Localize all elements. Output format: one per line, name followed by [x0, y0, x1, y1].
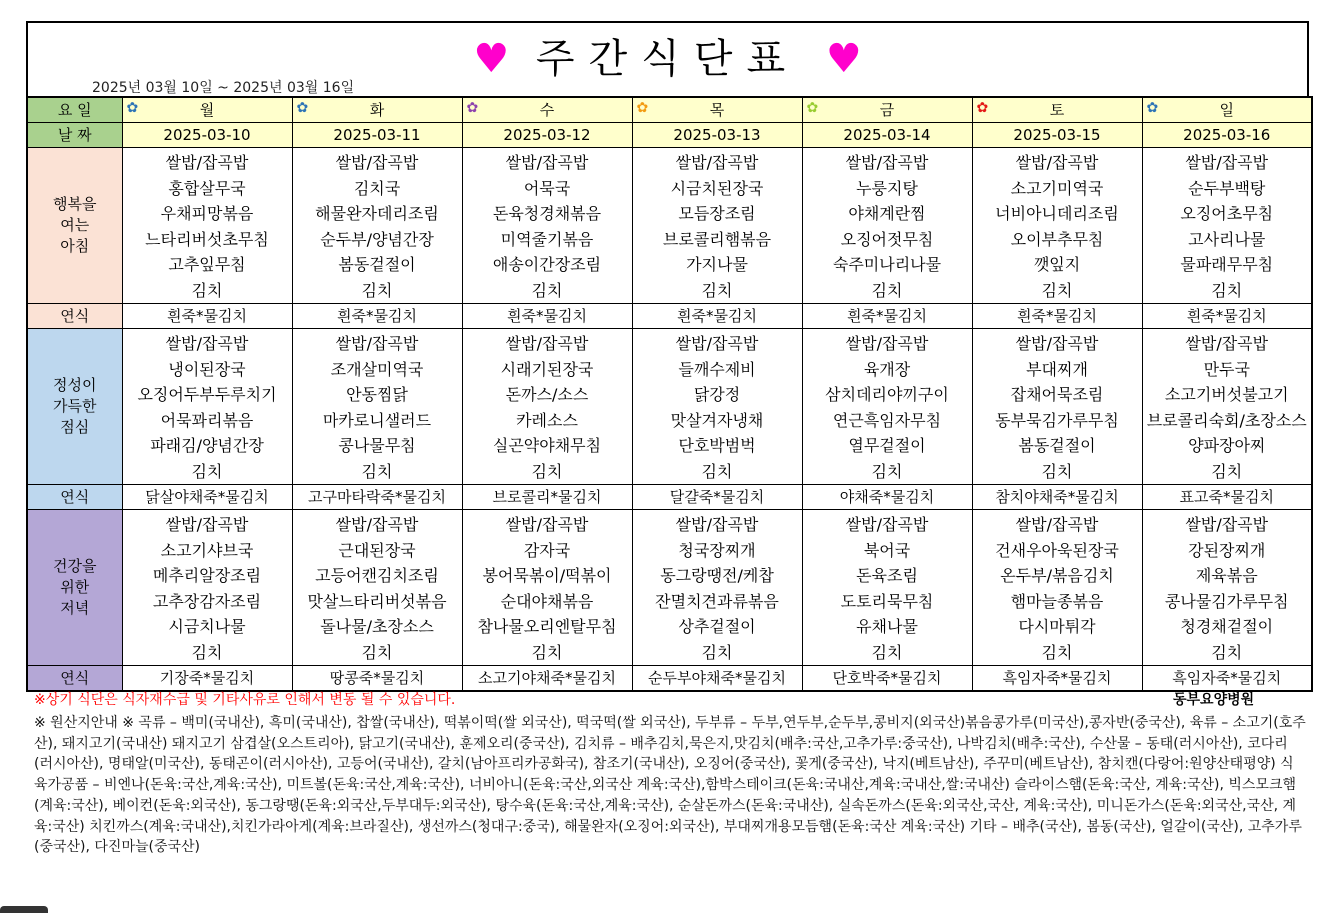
breakfast-menu-cell	[292, 148, 462, 304]
menu-item: 들깨수제비	[678, 359, 756, 379]
menu-item: 부대찌개	[1026, 359, 1088, 379]
dinner-menu-cell	[292, 510, 462, 666]
date-cell: 2025-03-16	[1142, 123, 1312, 148]
day-name: 월	[199, 101, 215, 119]
menu-item: 쌀밥/잡곡밥	[675, 515, 759, 534]
menu-item: 열무겉절이	[848, 436, 926, 455]
dinner-menu-cell	[122, 510, 292, 666]
date-cell: 2025-03-11	[292, 123, 462, 148]
menu-item: 쌀밥/잡곡밥	[1015, 153, 1099, 172]
menu-item: 청국장찌개	[678, 540, 756, 560]
breakfast_snack-row	[27, 304, 1312, 329]
menu-item: 김치	[701, 461, 733, 481]
dinner_snack-cell: 순두부야채죽*물김치	[632, 666, 802, 692]
lunch-label-line: 가득한	[53, 397, 97, 415]
menu-item: 오징어젓무침	[840, 229, 934, 249]
breakfast-label-line: 여는	[60, 216, 90, 234]
menu-item: 유채나물	[856, 617, 918, 636]
menu-item: 청경채겉절이	[1180, 617, 1274, 636]
lunch_snack-cell: 고구마타락죽*물김치	[292, 485, 462, 510]
day-name: 금	[879, 101, 895, 119]
menu-item: 마카로니샐러드	[322, 410, 432, 430]
dinner-label	[27, 510, 122, 666]
menu-item: 쌀밥/잡곡밥	[845, 334, 929, 353]
breakfast-label	[27, 148, 122, 304]
page-title	[28, 27, 1307, 84]
menu-item: 물파래무무침	[1180, 255, 1274, 274]
scroll-handle	[0, 906, 48, 913]
menu-item: 김치	[1211, 642, 1243, 662]
menu-item: 잔멸치견과류볶음	[655, 591, 779, 611]
breakfast_snack-cell: 흰죽*물김치	[972, 304, 1142, 329]
day-name-cell	[462, 97, 632, 123]
menu-item: 건새우아욱된장국	[995, 540, 1119, 560]
dinner_snack-row	[27, 666, 1312, 692]
menu-item: 양파장아찌	[1188, 436, 1266, 455]
menu-item: 김치	[871, 461, 903, 481]
dinner_snack-cell: 흑임자죽*물김치	[1142, 666, 1312, 692]
menu-item: 어묵국	[523, 178, 571, 198]
flower-icon: ✿	[1146, 100, 1159, 116]
menu-item: 제육볶음	[1195, 566, 1258, 585]
day-name-cell	[122, 97, 292, 123]
menu-item: 숙주미나리나물	[832, 255, 942, 274]
menu-item: 콩나물김가루무침	[1164, 591, 1289, 611]
menu-item: 메추리알장조림	[152, 566, 262, 585]
lunch_snack-cell: 브로콜리*물김치	[462, 485, 632, 510]
dinner-row	[27, 510, 1312, 666]
lunch-menu-cell	[122, 329, 292, 485]
menu-item: 오징어두부두루치기	[137, 385, 277, 404]
lunch_snack-cell: 달걀죽*물김치	[632, 485, 802, 510]
menu-item: 순대야채볶음	[500, 591, 594, 611]
day-name: 목	[709, 101, 725, 119]
menu-item: 연근흑임자무침	[832, 410, 942, 430]
menu-item: 김치	[1041, 280, 1073, 300]
lunch_snack-cell: 야채죽*물김치	[802, 485, 972, 510]
breakfast-menu-cell	[802, 148, 972, 304]
menu-item: 쌀밥/잡곡밥	[845, 153, 929, 172]
hospital-name: 동부요양병원	[1173, 692, 1255, 708]
title-box	[26, 21, 1309, 96]
day-name-cell	[292, 97, 462, 123]
notice-text: ※상기 식단은 식자재수급 및 기타사유로 인해서 변동 될 수 있습니다.	[34, 692, 456, 708]
flower-icon: ✿	[466, 100, 479, 116]
day-name: 토	[1049, 101, 1065, 119]
menu-item: 육개장	[863, 359, 911, 379]
date-cell: 2025-03-12	[462, 123, 632, 148]
menu-item: 맛살느타리버섯볶음	[307, 591, 447, 611]
dinner-label-line: 건강을	[53, 557, 97, 575]
menu-item: 느타리버섯초무침	[145, 229, 269, 249]
breakfast-menu-cell	[462, 148, 632, 304]
breakfast-label-line: 아침	[60, 237, 90, 255]
menu-item: 근대된장국	[338, 540, 416, 560]
lunch_snack-row	[27, 485, 1312, 510]
menu-item: 돈육조림	[856, 566, 918, 585]
dinner-menu-cell	[632, 510, 802, 666]
menu-item: 브로콜리숙회/초장소스	[1146, 410, 1307, 430]
menu-item: 쌀밥/잡곡밥	[675, 334, 759, 353]
day-name: 일	[1219, 101, 1234, 119]
lunch-menu-cell	[292, 329, 462, 485]
menu-item: 김치	[871, 280, 903, 300]
breakfast-menu-cell	[632, 148, 802, 304]
menu-item: 쌀밥/잡곡밥	[165, 153, 249, 172]
breakfast_snack-cell: 흰죽*물김치	[122, 304, 292, 329]
date-cell: 2025-03-14	[802, 123, 972, 148]
menu-item: 쌀밥/잡곡밥	[165, 334, 249, 353]
dinner_snack-cell: 흑임자죽*물김치	[972, 666, 1142, 692]
dinner_snack-cell: 기장죽*물김치	[122, 666, 292, 692]
dinner-menu-cell	[972, 510, 1142, 666]
menu-item: 쌀밥/잡곡밥	[165, 515, 249, 534]
lunch-label-line: 정성이	[53, 376, 97, 394]
breakfast_snack-cell: 흰죽*물김치	[632, 304, 802, 329]
menu-item: 김치	[531, 280, 563, 300]
day-name-cell	[972, 97, 1142, 123]
menu-item: 순두부/양념간장	[320, 229, 434, 249]
breakfast-row	[27, 148, 1312, 304]
lunch-menu-cell	[1142, 329, 1312, 485]
day-name-cell	[802, 97, 972, 123]
menu-item: 누룽지탕	[856, 178, 918, 198]
menu-item: 쌀밥/잡곡밥	[1185, 515, 1269, 534]
menu-item: 카레소스	[516, 410, 578, 430]
menu-item: 미역줄기볶음	[500, 229, 594, 249]
menu-item: 해물완자데리조림	[315, 204, 439, 223]
menu-item: 돈육청경채볶음	[492, 204, 602, 223]
dinner-menu-cell	[1142, 510, 1312, 666]
menu-item: 고추장감자조림	[152, 591, 262, 611]
menu-item: 냉이된장국	[168, 359, 246, 379]
dinner-menu-cell	[802, 510, 972, 666]
menu-item: 고추잎무침	[168, 255, 246, 274]
menu-item: 안동찜닭	[346, 385, 408, 404]
menu-item: 돈까스/소스	[505, 385, 589, 404]
menu-sheet	[26, 21, 1309, 692]
menu-item: 소고기버섯불고기	[1164, 385, 1289, 404]
menu-item: 김치	[701, 642, 733, 662]
menu-item: 쌀밥/잡곡밥	[1185, 153, 1269, 172]
menu-item: 김치	[361, 461, 393, 481]
lunch_snack-cell: 닭살야채죽*물김치	[122, 485, 292, 510]
date-range: 2025년 03월 10일 ~ 2025년 03월 16일	[92, 80, 355, 96]
menu-item: 너비아니데리조림	[995, 204, 1119, 223]
lunch-label	[27, 329, 122, 485]
menu-item: 감자국	[523, 540, 571, 560]
menu-item: 김치	[701, 280, 733, 300]
menu-item: 북어국	[863, 540, 911, 560]
menu-item: 햄마늘종볶음	[1010, 591, 1104, 611]
menu-item: 강된장찌개	[1188, 540, 1266, 560]
menu-item: 깻잎지	[1033, 255, 1081, 274]
date-label: 날 짜	[27, 123, 122, 148]
menu-item: 김치	[871, 642, 903, 662]
dinner-label-line: 위한	[60, 578, 90, 596]
dinner_snack-cell: 소고기야채죽*물김치	[462, 666, 632, 692]
menu-item: 소고기샤브국	[160, 540, 254, 560]
menu-item: 쌀밥/잡곡밥	[335, 334, 419, 353]
menu-item: 우채피망볶음	[160, 204, 254, 223]
day-name: 화	[369, 101, 385, 119]
date-cell: 2025-03-13	[632, 123, 802, 148]
menu-item: 실곤약야채무침	[492, 436, 602, 455]
menu-item: 쌀밥/잡곡밥	[505, 334, 589, 353]
dinner_snack-cell: 땅콩죽*물김치	[292, 666, 462, 692]
lunch-label-line: 점심	[60, 418, 90, 436]
flower-icon: ✿	[806, 100, 819, 116]
day-label: 요 일	[27, 97, 122, 123]
breakfast_snack-cell: 흰죽*물김치	[292, 304, 462, 329]
menu-item: 김치	[1041, 461, 1073, 481]
menu-item: 시금치된장국	[670, 178, 764, 198]
menu-item: 김치	[361, 642, 393, 662]
menu-item: 브로콜리햄볶음	[662, 229, 772, 249]
menu-item: 쌀밥/잡곡밥	[335, 153, 419, 172]
date-cell: 2025-03-15	[972, 123, 1142, 148]
menu-item: 도토리묵무침	[840, 591, 934, 611]
dinner-menu-cell	[462, 510, 632, 666]
menu-item: 삼치데리야끼구이	[825, 385, 949, 404]
heart-icon: ♥	[473, 36, 510, 82]
menu-item: 조개살미역국	[330, 359, 424, 379]
day-header-row	[27, 97, 1312, 123]
breakfast-label-line: 행복을	[53, 195, 97, 213]
menu-item: 시래기된장국	[500, 359, 594, 379]
menu-item: 쌀밥/잡곡밥	[845, 515, 929, 534]
origin-info: ※ 원산지안내 ※ 곡류 – 백미(국내산), 흑미(국내산), 찹쌀(국내산), 떡볶이떡(쌀 외국산), 떡국떡(쌀 외국산), 두부류 – 두부,연두부,순두부,콩비지(외국산)볶음콩가루(미국산),콩자반(중국산), 육류 – 소고기(호주산), 돼지고기(국내산) 돼지고기 삼겹살(오스트리아), 닭고기(국내산), 훈제오리(중국산), 김치류 – 배추김치,묵은지,맛김치(배추:국산,고추가루:중국산), 나박김치(배추:국산), 수산물 – 동태(러시아산), 코다리(러시아산), 명태알(미국산), 동태곤이(러시아산), 고등어(국내산), 갈치(남아프리카공화국), 참조기(국내산), 오징어(중국산), 꽃게(중국산), 낙지(베트남산), 주꾸미(베트남산), 참치캔(다랑어:원양산태평양) 식육가공품 – 비엔나(돈육:국산,계육:국산), 미트볼(돈육:국산,계육:국산), 너비아니(돈육:국산,외국산 계육:국산),함박스테이크(돈육:국내산,계육:국내산,쌀:국내산) 슬라이스햄(돈육:국산, 계육:국산), 빅스모크햄(계육:국산), 베이컨(돈육:외국산), 동그랑땡(돈육:외국산,두부대두:외국산), 탕수육(돈육:국산,계육:국산), 순살돈까스(돈육:국내산), 실속돈까스(돈육:외국산,국산, 계육:국산), 미니돈가스(돈육:외국산,국산, 계육:국산) 치킨까스(계육:국내산),치킨가라아게(계육:브라질산), 생선까스(청대구:중국), 해물완자(오징어:외국산), 부대찌개용모듬햄(돈육:국산 계육:국산) 기타 – 배추(국산), 봄동(국산), 얼갈이(국산), 고추가루(중국산), 다진마늘(중국산)	[34, 715, 1306, 856]
menu-item: 맛살겨자냉채	[670, 410, 764, 430]
menu-item: 고사리나물	[1188, 229, 1266, 249]
menu-item: 쌀밥/잡곡밥	[1015, 515, 1099, 534]
flower-icon: ✿	[636, 100, 649, 116]
day-name-cell	[1142, 97, 1312, 123]
lunch-row	[27, 329, 1312, 485]
heart-icon: ♥	[825, 36, 862, 82]
menu-item: 봄동겉절이	[338, 255, 416, 274]
breakfast-menu-cell	[122, 148, 292, 304]
menu-item: 다시마튀각	[1018, 617, 1096, 636]
dinner_snack-label: 연식	[27, 666, 122, 692]
breakfast_snack-cell: 흰죽*물김치	[462, 304, 632, 329]
menu-item: 홍합살무국	[168, 178, 246, 198]
menu-item: 콩나물무침	[338, 436, 416, 455]
menu-item: 단호박범벅	[678, 436, 756, 455]
menu-item: 쌀밥/잡곡밥	[675, 153, 759, 172]
menu-item: 김치	[1041, 642, 1073, 662]
title-text: 주간식단표	[535, 36, 800, 82]
menu-item: 쌀밥/잡곡밥	[505, 515, 589, 534]
dinner_snack-cell: 단호박죽*물김치	[802, 666, 972, 692]
menu-item: 쌀밥/잡곡밥	[1015, 334, 1099, 353]
menu-item: 순두부백탕	[1188, 178, 1266, 198]
flower-icon: ✿	[126, 100, 139, 116]
menu-item: 돌나물/초장소스	[320, 617, 434, 636]
lunch_snack-label: 연식	[27, 485, 122, 510]
day-name-cell	[632, 97, 802, 123]
menu-item: 애송이간장조림	[492, 255, 602, 274]
breakfast_snack-cell: 흰죽*물김치	[1142, 304, 1312, 329]
menu-item: 어묵꽈리볶음	[160, 410, 254, 430]
menu-item: 만두국	[1203, 359, 1250, 379]
menu-item: 고등어캔김치조림	[315, 566, 439, 585]
menu-item: 봄동겉절이	[1018, 436, 1096, 455]
menu-item: 참나물오리엔탈무침	[477, 617, 617, 636]
menu-item: 쌀밥/잡곡밥	[505, 153, 589, 172]
lunch_snack-cell: 표고죽*물김치	[1142, 485, 1312, 510]
menu-item: 모듬장조림	[678, 204, 756, 223]
lunch-menu-cell	[462, 329, 632, 485]
menu-item: 온두부/볶음김치	[1000, 566, 1114, 585]
menu-item: 김치	[531, 461, 563, 481]
menu-item: 김치	[531, 642, 563, 662]
menu-item: 봉어묵볶이/떡볶이	[482, 566, 612, 585]
breakfast-menu-cell	[1142, 148, 1312, 304]
flower-icon: ✿	[976, 100, 989, 116]
menu-item: 파래김/양념간장	[150, 436, 264, 455]
menu-item: 김치	[191, 280, 223, 300]
menu-item: 김치국	[353, 178, 401, 198]
menu-item: 야채계란찜	[848, 204, 926, 223]
menu-item: 시금치나물	[168, 617, 246, 636]
lunch-menu-cell	[972, 329, 1142, 485]
menu-item: 소고기미역국	[1010, 178, 1104, 198]
date-header-row	[27, 123, 1312, 148]
menu-item: 김치	[1211, 280, 1243, 300]
menu-item: 쌀밥/잡곡밥	[1185, 334, 1269, 353]
menu-item: 상추겉절이	[678, 617, 756, 636]
menu-item: 오징어초무침	[1180, 204, 1274, 223]
menu-item: 쌀밥/잡곡밥	[335, 515, 419, 534]
menu-item: 김치	[191, 642, 223, 662]
lunch-menu-cell	[802, 329, 972, 485]
menu-item: 동부묵김가루무침	[995, 410, 1119, 430]
menu-item: 잡채어묵조림	[1010, 385, 1104, 404]
flower-icon: ✿	[296, 100, 309, 116]
lunch_snack-cell: 참치야채죽*물김치	[972, 485, 1142, 510]
menu-item: 김치	[1211, 461, 1243, 481]
breakfast-menu-cell	[972, 148, 1142, 304]
menu-item: 닭강정	[693, 385, 741, 404]
dinner-label-line: 저녁	[60, 599, 90, 617]
weekly-menu-table	[26, 96, 1313, 692]
menu-item: 김치	[191, 461, 223, 481]
menu-item: 오이부추무침	[1010, 229, 1104, 249]
date-cell: 2025-03-10	[122, 123, 292, 148]
breakfast_snack-cell: 흰죽*물김치	[802, 304, 972, 329]
day-name: 수	[539, 101, 555, 119]
menu-item: 동그랑땡전/케찹	[660, 566, 774, 585]
menu-item: 가지나물	[686, 255, 748, 274]
lunch-menu-cell	[632, 329, 802, 485]
menu-item: 김치	[361, 280, 393, 300]
breakfast_snack-label: 연식	[27, 304, 122, 329]
